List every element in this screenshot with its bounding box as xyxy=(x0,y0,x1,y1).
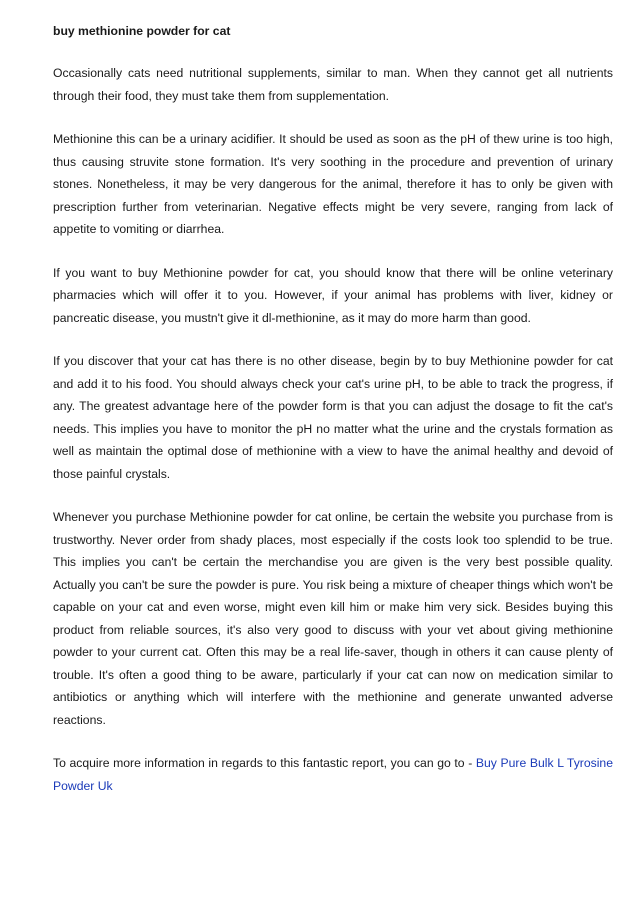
paragraph-online-pharmacies: If you want to buy Methionine powder for cat, you should know that there will be online veterinary pharmacies which will offer it to you. However, if your animal has problems with liver, kidney or pancreatic disease, you mustn't give it dl-methionine, as it may do more harm than good. xyxy=(53,265,613,325)
document-page xyxy=(53,20,613,797)
closing-text: To acquire more information in regards to this fantastic report, you can go to - xyxy=(53,756,476,770)
paragraph-trustworthy-sources: Whenever you purchase Methionine powder for cat online, be certain the website you purchase from is trustworthy. Never order from shady places, most especially if the costs look too splendid to be true. This implies you can't be certain the merchandise you are given is the very best possible quality. Actually you can't be sure the powder is pure. You risk being a mixture of cheaper things which won't be capable on your cat and even worse, might even kill him or make him very sick. Besides buying this product from reliable sources, it's also very good to discuss with your vet about giving methionine powder to your current cat. Often this may be a real life-saver, though in others it can cause plenty of trouble. It's often a good thing to be aware, particularly if your cat can now on medication similar to antibiotics or anything which will interfere with the methionine and generate unwanted adverse reactions. xyxy=(53,510,613,727)
document-title: buy methionine powder for cat xyxy=(53,24,231,38)
paragraph-dosage-monitoring: If you discover that your cat has there is no other disease, begin by to buy Methionine powder for cat and add it to his food. You should always check your cat's urine pH, to be able to track the progress, if any. The greatest advantage here of the powder form is that you can adjust the dosage to fit the cat's needs. This implies you have to monitor the pH no matter what the urine and the crystals formation as well as maintain the optimal dose of methionine with a view to have the animal healthy and devoid of those painful crystals. xyxy=(53,354,613,481)
paragraph-methionine-acidifier: Methionine this can be a urinary acidifier. It should be used as soon as the pH of thew urine is too high, thus causing struvite stone formation. It's very soothing in the procedure and prevention of urinary stones. Nonetheless, it may be very dangerous for the animal, therefore it has to only be given with prescription further from veterinarian. Negative effects might be very severe, ranging from lack of appetite to vomiting or diarrhea. xyxy=(53,132,613,236)
paragraph-intro: Occasionally cats need nutritional supplements, similar to man. When they cannot get all nutrients through their food, they must take them from supplementation. xyxy=(53,66,613,103)
product-link[interactable]: Buy Pure Bulk L Tyrosine Powder Uk xyxy=(53,756,613,793)
paragraph-closing xyxy=(53,752,613,797)
